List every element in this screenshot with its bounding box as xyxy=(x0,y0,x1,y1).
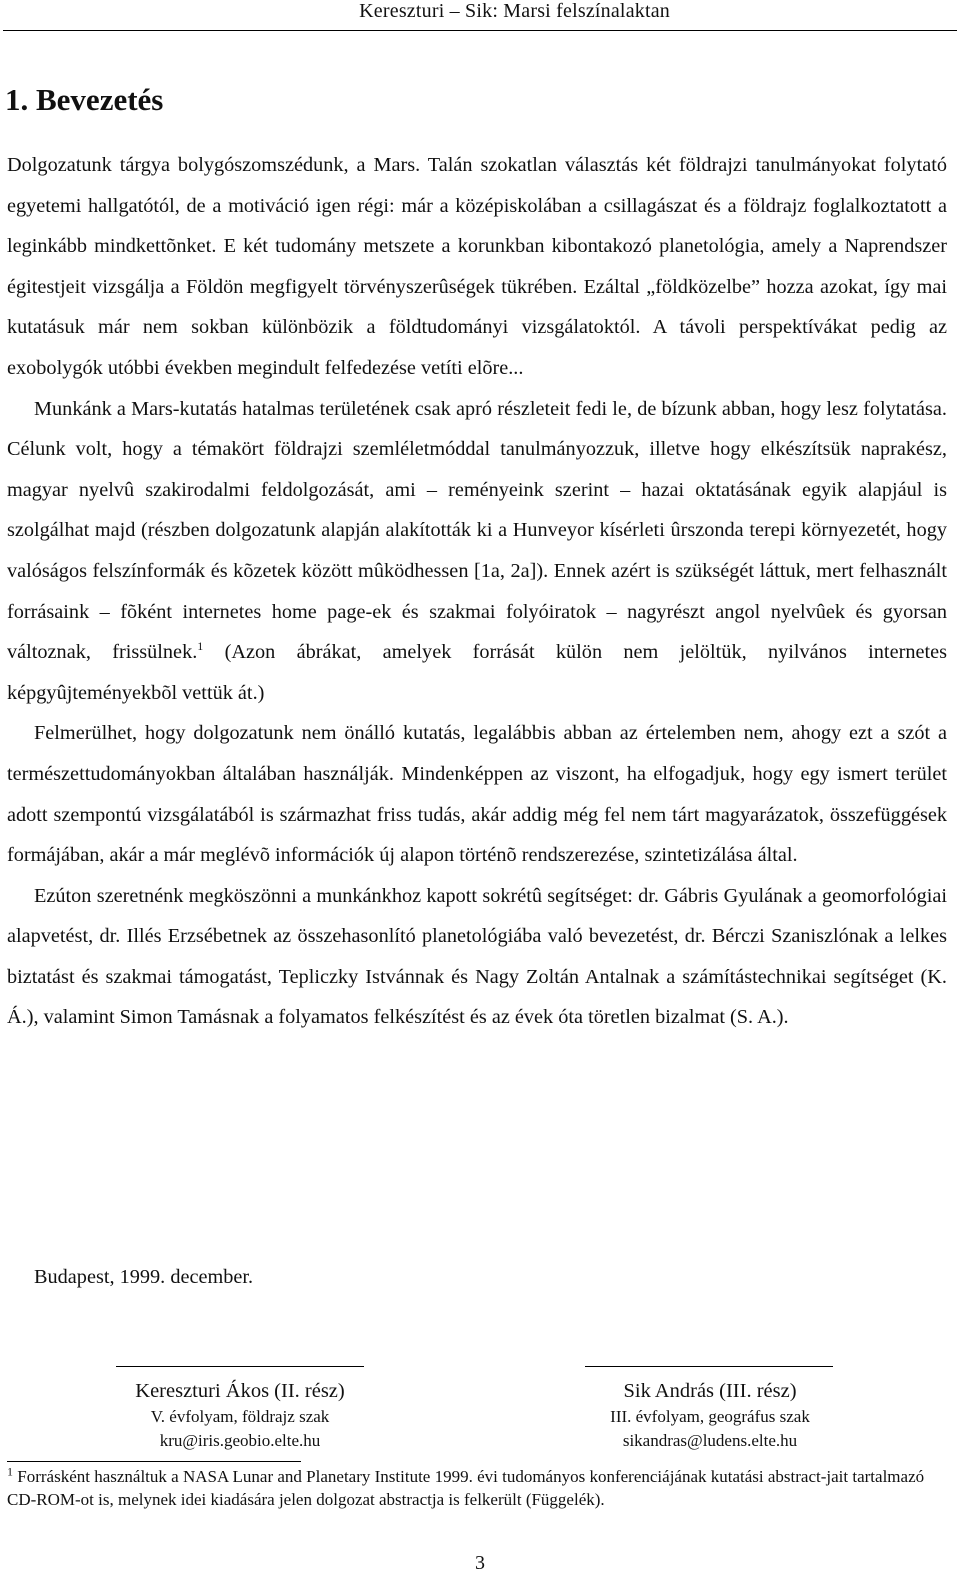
header-rule xyxy=(3,30,957,31)
author-name: Kereszturi Ákos (II. rész) xyxy=(135,1380,345,1402)
paragraph-research: Felmerülhet, hogy dolgozatunk nem önálló kutatás, legalábbis abban az értelemben nem, ahogy ezt a szót a természettudományokban általában használják. Mindenképpen az viszont, ha elfogadjuk, hogy egy ismert terület adott szempontú vizsgálatából is származhat friss tudás, akár addig még fel nem tárt magyarázatok, összefüggések formájában, akár a már meglévõ információk új alapon történõ rendszerezése, szintetizálása által. xyxy=(7,722,947,867)
author-year: III. évfolyam, geográfus szak xyxy=(610,1407,810,1426)
author-year: V. évfolyam, földrajz szak xyxy=(150,1407,330,1426)
running-header xyxy=(0,0,960,30)
author-email: sikandras@ludens.elte.hu xyxy=(622,1431,798,1450)
footnote-text: Forrásként használtuk a NASA Lunar and Planetary Institute 1999. évi tudományos konferenciájának kutatási abstract-jait tartalmazó CD-ROM-ot is, melynek idei kiadására jelen dolgozat abstractja is felkerült (Függelék). xyxy=(7,1467,925,1509)
paragraph-intro: Dolgozatunk tárgya bolygószomszédunk, a Mars. Talán szokatlan választás két földrajzi tanulmányokat folytató egyetemi hallgatótól, de a motiváció igen régi: már a középiskolában a csillagászat és a földrajz foglalkoztatott a leginkább mindkettõnket. E két tudomány metszete a korunkban kibontakozó planetológia, amely a Naprendszer égitestjeit vizsgálja a Földön megfigyelt törvényszerûségek tükrében. Ezáltal „földközelbe” hozza azokat, így mai kutatásuk már nem sokban különbözik a földtudományi vizsgálatoktól. A távoli perspektívákat pedig az exobolygók utóbbi években megindult felfedezése vetíti elõre... xyxy=(7,154,947,379)
signature-line-right xyxy=(585,1366,833,1367)
signature-kereszturi xyxy=(90,1377,390,1453)
footnote-rule xyxy=(7,1461,301,1462)
place-date: Budapest, 1999. december. xyxy=(34,1266,254,1288)
paragraph-work-text-after: (Azon ábrákat, amelyek forrását külön nem jelöltük, nyilvános internetes képgyûjteményekbõl vettük át.) xyxy=(7,641,947,704)
paragraph-work xyxy=(7,389,947,714)
signature-sik xyxy=(560,1377,860,1453)
footnote-number: 1 xyxy=(7,1464,13,1479)
running-title: Kereszturi – Sik: Marsi felszínalaktan xyxy=(359,0,670,22)
section-title: 1. Bevezetés xyxy=(5,82,164,117)
author-email: kru@iris.geobio.elte.hu xyxy=(159,1431,321,1450)
paragraph-acknowledgements: Ezúton szeretnénk megköszönni a munkánkhoz kapott sokrétû segítséget: dr. Gábris Gyulának a geomorfológiai alapvetést, dr. Illés Erzsébetnek az összehasonlító planetológiába való bevezetést, dr. Bérczi Szaniszlónak a lelkes biztatást és szakmai támogatást, Tepliczky Istvánnak és Nagy Zoltán Antalnak a számítástechnikai segítséget (K. Á.), valamint Simon Tamásnak a folyamatos felkészítést és az évek óta töretlen bizalmat (S. A.). xyxy=(7,884,947,1029)
page-number: 3 xyxy=(475,1552,485,1574)
signature-line-left xyxy=(116,1366,364,1367)
body-text xyxy=(7,145,947,1038)
author-name: Sik András (III. rész) xyxy=(623,1380,797,1402)
paragraph-work-text: Munkánk a Mars-kutatás hatalmas területének csak apró részleteit fedi le, de bízunk abban, hogy lesz folytatása. Célunk volt, hogy a témakört földrajzi szemléletmóddal tanulmányozzuk, illetve hogy elkészítsük naprakész, magyar nyelvû szakirodalmi feldolgozását, ami – reményeink szerint – hazai oktatásának egyik alapjául is szolgálhat majd (részben dolgozatunk alapján alakították ki a Hunveyor kísérleti ûrszonda terepi környezetét, hogy valóságos felszínformák és kõzetek között mûködhessen [1a, 2a]). Ennek azért is szükségét láttuk, mert felhasznált forrásaink – fõként internetes home page-ek és szakmai folyóiratok – nagyrészt angol nyelvûek és gyorsan változnak, frissülnek. xyxy=(7,397,947,664)
footnote-reference: 1 xyxy=(197,639,204,654)
footnote xyxy=(7,1465,952,1511)
